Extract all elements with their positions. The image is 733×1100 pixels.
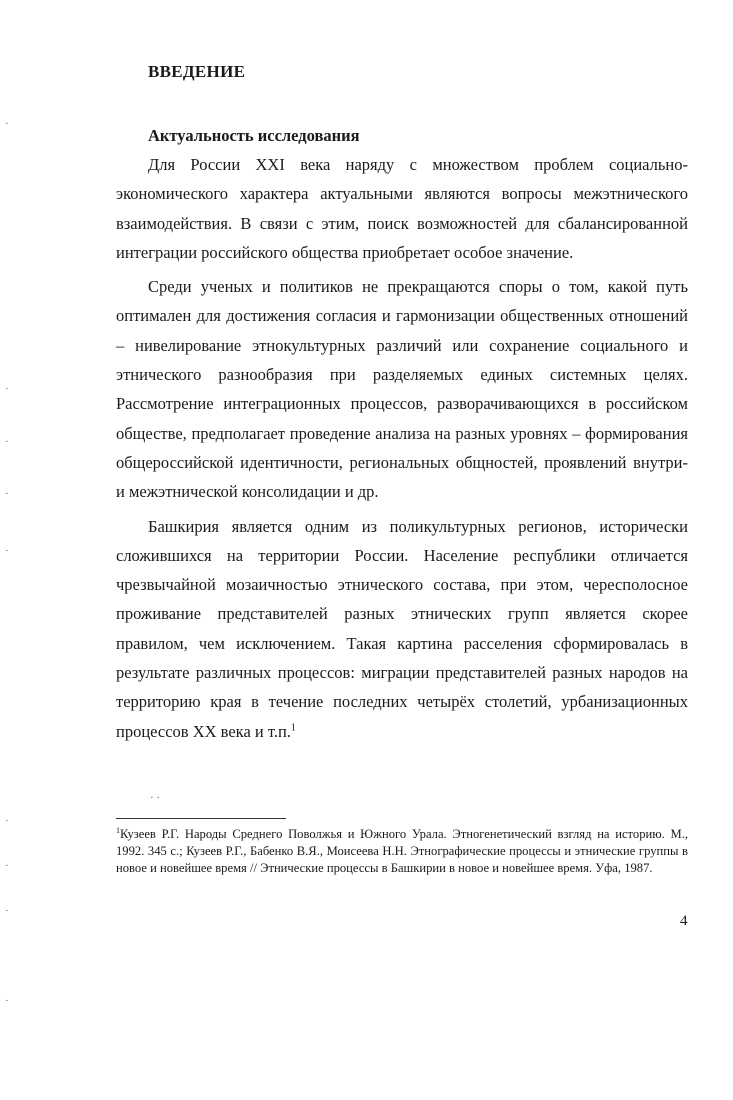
footnote-marker: 1 bbox=[116, 825, 120, 835]
paragraph-2: Среди ученых и политиков не прекращаются споры о том, какой путь оптимален для достижения согласия и гармонизации общественных отношений – нивелирование этнокультурных различий или сохранение социального и этнического разнообразия при разделяемых единых системных целях. Рассмотрение интеграционных процессов, разворачивающихся в российском обществе, предполагает проведение анализа на разных уровнях – формирования общероссийской идентичности, региональных общностей, проявлений внутри- и межэтнической консолидации и др. bbox=[116, 277, 688, 502]
footnote-divider bbox=[116, 818, 286, 819]
paragraph-3 bbox=[116, 512, 688, 746]
footnote-reference: 1 bbox=[290, 722, 296, 734]
paragraph-1: Для России XXI века наряду с множеством проблем социально-экономического характера актуальными являются вопросы межэтнического взаимодействия. В связи с этим, поиск возможностей для сбалансированной интеграции российского общества приобретает особое значение. bbox=[116, 155, 688, 262]
section-heading: ВВЕДЕНИЕ bbox=[148, 62, 246, 81]
paragraph-3-text: Башкирия является одним из поликультурных регионов, исторически сложившихся на территории России. Население республики отличается чрезвычайной мозаичностью этнического состава, при этом, чересполосное проживание представителей разных этнических групп является скорее правилом, чем исключением. Такая картина расселения сформировалась в результате различных процессов: миграции представителей разных народов на территорию края в течение последних четырёх столетий, урбанизационных процессов XX века и т.п. bbox=[116, 516, 688, 741]
footnote-text: Кузеев Р.Г. Народы Среднего Поволжья и Южного Урала. Этногенетический взгляд на историю. М., 1992. 345 с.; Кузеев Р.Г., Бабенко В.Я., Моисеева Н.Н. Этнографические процессы и этнические группы в новое и новейшее время // Этнические процессы в Башкирии в новое и новейшее время. Уфа, 1987. bbox=[116, 827, 688, 875]
page-number: 4 bbox=[680, 913, 688, 929]
subsection-heading: Актуальность исследования bbox=[148, 126, 360, 145]
footnote bbox=[116, 826, 688, 877]
body-text bbox=[116, 150, 688, 748]
